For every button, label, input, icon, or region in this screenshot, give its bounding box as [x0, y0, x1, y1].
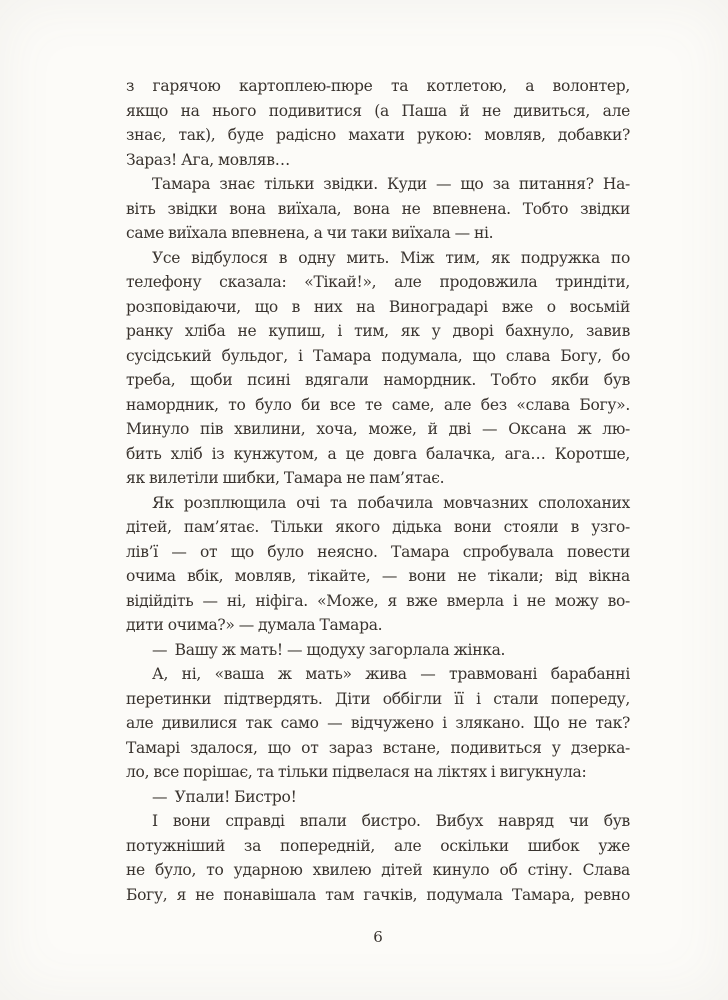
text-line: Тамарі здалося, що от зараз встане, подивиться у дзерка- — [126, 738, 630, 757]
paragraph — [126, 74, 630, 172]
text-line: І вони справді впали бистро. Вибух навряд чи був — [152, 812, 630, 830]
text-line: — Вашу ж мать! — щодуху загорлала жінка. — [152, 640, 506, 659]
text-line: сусідський бульдог, і Тамара подумала, що слава Богу, бо — [126, 346, 630, 365]
text-line: відійдіть — ні, ніфіга. «Може, я вже вмерла і не можу во- — [126, 591, 630, 610]
text-line: Усе відбулося в одну мить. Між тим, як подружка по — [152, 248, 630, 267]
text-line: Як розплющила очі та побачила мовчазних сполоханих — [152, 493, 630, 512]
text-line: як вилетіли шибки, Тамара не пам’ятає. — [126, 469, 445, 487]
paragraph — [126, 491, 630, 638]
page-number: 6 — [373, 928, 383, 946]
text-line: дітей, пам’ятає. Тільки якого дідька вони стояли в узго- — [126, 518, 630, 536]
text-line: перетинки підтвердять. Діти оббігли її і стали попереду, — [126, 689, 630, 708]
text-line: бить хліб із кунжутом, а це довга балачка, ага… Коротше, — [126, 444, 630, 463]
paragraph — [126, 172, 630, 246]
paragraph — [126, 246, 630, 491]
text-line: А, ні, «ваша ж мать» жива — травмовані барабанні — [152, 665, 630, 683]
text-line: ранку хліба не купиш, і тим, як у дворі бахнуло, завив — [126, 322, 630, 340]
text-line: потужніший за попередній, але оскільки шибок уже — [126, 836, 630, 855]
paragraph — [126, 809, 630, 907]
text-line: ло, все порішає, та тільки підвелася на ліктях і вигукнула: — [126, 763, 587, 781]
text-line: Зараз! Ага, мовляв… — [126, 150, 290, 169]
text-block — [126, 74, 630, 907]
text-line: телефону сказала: «Тікай!», але продовжила триндіти, — [126, 273, 630, 291]
text-line: Богу, я не понавішала там гачків, подумала Тамара, ревно — [126, 885, 630, 904]
text-line: лів’ї — от що було неясно. Тамара спробувала повести — [126, 542, 630, 561]
text-line: знає, так), буде радісно махати рукою: мовляв, добавки? — [126, 126, 630, 144]
text-line: — Упали! Бистро! — [152, 787, 297, 806]
paragraph — [126, 662, 630, 785]
text-line: розповідаючи, що в них на Виноградарі вже о восьмій — [126, 297, 630, 316]
paragraph — [126, 785, 630, 810]
text-line: дити очима?» — думала Тамара. — [126, 616, 383, 634]
text-line: Тамара знає тільки звідки. Куди — що за питання? На- — [152, 175, 630, 193]
paragraph — [126, 638, 630, 663]
text-line: але дивилися так само — відчужено і злякано. Що не так? — [126, 714, 630, 732]
text-line: Минуло пів хвилини, хоча, може, й дві — Оксана ж лю- — [126, 420, 630, 438]
text-line: якщо на нього подивитися (а Паша й не дивиться, але — [126, 101, 630, 120]
text-line: саме виїхала впевнена, а чи таки виїхала — ні. — [126, 224, 494, 242]
text-line: віть звідки вона виїхала, вона не впевнена. Тобто звідки — [126, 199, 630, 218]
text-line: не було, то ударною хвилею дітей кинуло об стіну. Слава — [126, 861, 630, 879]
text-line: треба, щоби псині вдягали намордник. Тобто якби був — [126, 371, 630, 389]
text-line: з гарячою картоплею-пюре та котлетою, а волонтер, — [126, 77, 630, 95]
text-line: намордник, то було би все те саме, але без «слава Богу». — [126, 395, 630, 414]
text-line: очима вбік, мовляв, тікайте, — вони не тікали; від вікна — [126, 567, 630, 585]
